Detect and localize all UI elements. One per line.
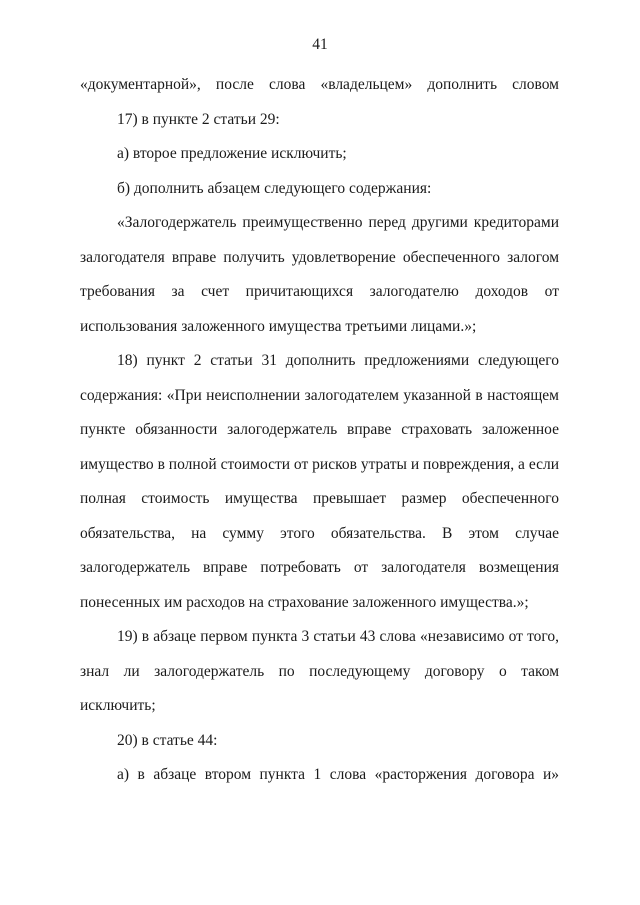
text-line: 17) в пункте 2 статьи 29: [117,110,280,128]
page-number: 41 [312,36,328,53]
text-line: залогодателя вправе получить удовлетворение обеспеченного залогом [80,248,559,266]
text-line: требования за счет причитающихся залогодателю доходов от [80,283,559,300]
text-line: полная стоимость имущества превышает размер обеспеченного [80,490,559,507]
text-line: обязательства, на сумму этого обязательства. В этом случае [80,524,559,542]
text-line: «документарной», после слова «владельцем» дополнить словом [80,76,559,93]
document-body [80,68,559,793]
text-line: пункте обязанности залогодержатель вправе страховать заложенное [80,421,559,438]
text-line: понесенных им расходов на страхование заложенного имущества.»; [80,593,529,611]
text-line: б) дополнить абзацем следующего содержания: [117,179,432,197]
text-line: 19) в абзаце первом пункта 3 статьи 43 слова «независимо от того, [117,628,559,645]
text-line: исключить; [80,697,156,714]
text-line: содержания: «При неисполнении залогодателем указанной в настоящем [80,386,559,404]
text-line: 18) пункт 2 статьи 31 дополнить предложениями следующего [117,352,559,369]
text-line: имущество в полной стоимости от рисков утраты и повреждения, а если [80,455,559,473]
text-line: знал ли залогодержатель по последующему договору о таком [80,662,559,680]
text-line: 20) в статье 44: [117,731,218,749]
text-line: залогодержатель вправе потребовать от залогодателя возмещения [80,559,559,576]
text-line: а) в абзаце втором пункта 1 слова «расторжения договора и» [117,766,559,783]
text-line: а) второе предложение исключить; [117,145,347,162]
text-line: «Залогодержатель преимущественно перед другими кредиторами [117,214,559,231]
text-line: использования заложенного имущества третьими лицами.»; [80,317,477,335]
